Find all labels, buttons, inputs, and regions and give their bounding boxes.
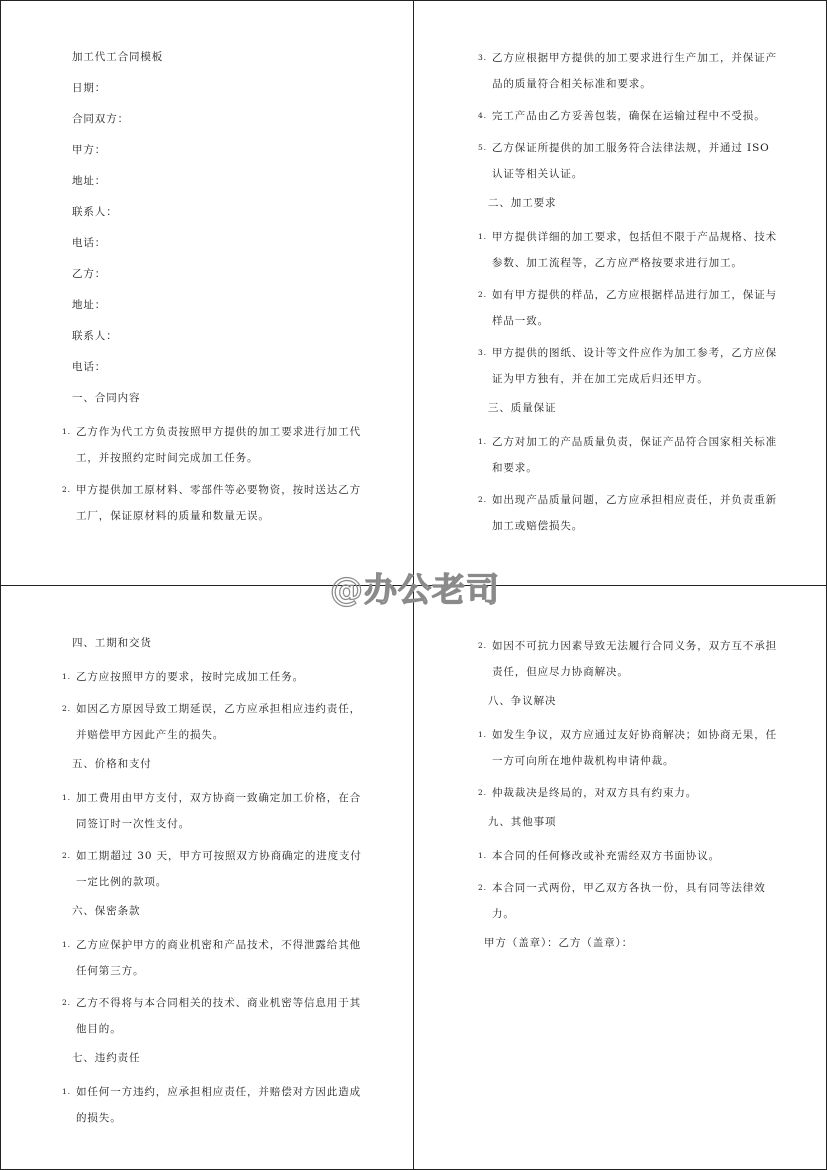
item-number: 1. — [62, 672, 71, 681]
item-text: 甲方提供的图纸、设计等文件应作为加工参考，乙方应保证为甲方独有，并在加工完成后归还甲方。 — [492, 347, 777, 385]
page-bottom-left — [62, 633, 367, 1137]
item-text: 本合同一式两份，甲乙双方各执一份，具有同等法律效力。 — [492, 882, 766, 920]
list-item — [478, 429, 778, 481]
section-heading: 四、工期和交货 — [72, 637, 152, 649]
list-item — [478, 722, 778, 774]
item-number: 4. — [478, 111, 487, 120]
list-item — [478, 340, 778, 392]
item-text: 乙方应保护甲方的商业机密和产品技术，不得泄露给其他任何第三方。 — [76, 939, 361, 977]
item-number: 1. — [62, 940, 71, 949]
party-a-phone-label: 电话： — [72, 237, 107, 249]
list-item — [62, 664, 367, 690]
list-item — [478, 224, 778, 276]
page-bottom-right — [478, 633, 778, 953]
item-text: 本合同的任何修改或补充需经双方书面协议。 — [492, 850, 720, 862]
item-text: 如出现产品质量问题，乙方应承担相应责任，并负责重新加工或赔偿损失。 — [492, 494, 777, 532]
item-text: 如工期超过 30 天，甲方可按照双方协商确定的进度支付一定比例的款项。 — [76, 850, 362, 888]
list-item — [478, 135, 778, 187]
parties-label: 合同双方： — [72, 113, 129, 125]
party-b-contact-label: 联系人： — [72, 330, 118, 342]
item-number: 2. — [478, 290, 487, 299]
list-item — [62, 843, 367, 895]
item-text: 完工产品由乙方妥善包装，确保在运输过程中不受损。 — [492, 110, 766, 122]
item-text: 如任何一方违约，应承担相应责任，并赔偿对方因此造成的损失。 — [76, 1086, 361, 1124]
item-text: 乙方对加工的产品质量负责，保证产品符合国家相关标准和要求。 — [492, 436, 777, 474]
list-item — [62, 1079, 367, 1131]
watermark: @办公老司 — [330, 570, 500, 609]
section-heading: 二、加工要求 — [488, 197, 557, 209]
list-item — [478, 487, 778, 539]
item-text: 乙方保证所提供的加工服务符合法律法规，并通过 ISO 认证等相关认证。 — [492, 142, 770, 180]
list-item — [478, 282, 778, 334]
section-heading: 一、合同内容 — [72, 392, 141, 404]
item-number: 2. — [478, 788, 487, 797]
party-a-label: 甲方： — [72, 144, 107, 156]
section-heading: 七、违约责任 — [72, 1052, 141, 1064]
item-number: 3. — [478, 53, 487, 62]
list-item — [62, 932, 367, 984]
item-text: 甲方提供加工原材料、零部件等必要物资，按时送达乙方工厂，保证原材料的质量和数量无误。 — [76, 484, 361, 522]
list-item — [62, 419, 372, 471]
item-number: 2. — [478, 495, 487, 504]
list-item — [478, 843, 778, 869]
item-text: 乙方应根据甲方提供的加工要求进行生产加工，并保证产品的质量符合相关标准和要求。 — [492, 52, 777, 90]
list-item — [62, 785, 367, 837]
item-text: 甲方提供详细的加工要求，包括但不限于产品规格、技术参数、加工流程等，乙方应严格按要求进行加工。 — [492, 231, 777, 269]
page-top-right — [478, 45, 778, 545]
section-heading: 三、质量保证 — [488, 402, 557, 414]
doc-title: 加工代工合同模板 — [72, 51, 164, 63]
item-text: 乙方应按照甲方的要求，按时完成加工任务。 — [76, 671, 304, 683]
item-number: 2. — [62, 704, 71, 713]
date-field-label: 日期： — [72, 82, 107, 94]
item-number: 3. — [478, 348, 487, 357]
list-item — [478, 633, 778, 685]
list-item — [62, 696, 367, 748]
list-item — [478, 45, 778, 97]
item-number: 2. — [478, 883, 487, 892]
item-number: 1. — [478, 851, 487, 860]
section-heading: 八、争议解决 — [488, 695, 557, 707]
item-number: 2. — [62, 851, 71, 860]
item-number: 1. — [62, 427, 71, 436]
item-text: 如因乙方原因导致工期延误，乙方应承担相应违约责任，并赔偿甲方因此产生的损失。 — [76, 703, 361, 741]
page-top-left — [62, 47, 372, 535]
list-item — [62, 477, 372, 529]
item-text: 如有甲方提供的样品，乙方应根据样品进行加工，保证与样品一致。 — [492, 289, 777, 327]
item-number: 1. — [62, 1087, 71, 1096]
item-text: 乙方不得将与本合同相关的技术、商业机密等信息用于其他目的。 — [76, 997, 361, 1035]
party-a-contact-label: 联系人： — [72, 206, 118, 218]
item-text: 如发生争议，双方应通过友好协商解决；如协商无果，任一方可向所在地仲裁机构申请仲裁。 — [492, 729, 777, 767]
item-text: 仲裁裁决是终局的，对双方具有约束力。 — [492, 787, 698, 799]
item-number: 2. — [62, 998, 71, 1007]
item-text: 如因不可抗力因素导致无法履行合同义务，双方互不承担责任，但应尽力协商解决。 — [492, 640, 777, 678]
party-b-label: 乙方： — [72, 268, 107, 280]
party-b-phone-label: 电话： — [72, 361, 107, 373]
item-text: 乙方作为代工方负责按照甲方提供的加工要求进行加工代工，并按照约定时间完成加工任务。 — [76, 426, 361, 464]
section-heading: 六、保密条款 — [72, 905, 141, 917]
party-a-address-label: 地址： — [72, 175, 107, 187]
list-item — [478, 103, 778, 129]
item-number: 2. — [478, 641, 487, 650]
signature-line: 甲方（盖章）：乙方（盖章）： — [484, 937, 634, 949]
item-number: 1. — [478, 730, 487, 739]
section-heading: 九、其他事项 — [488, 816, 557, 828]
list-item — [478, 875, 778, 927]
item-number: 1. — [62, 793, 71, 802]
item-number: 2. — [62, 485, 71, 494]
list-item — [62, 990, 367, 1042]
party-b-address-label: 地址： — [72, 299, 107, 311]
item-number: 1. — [478, 437, 487, 446]
item-text: 加工费用由甲方支付，双方协商一致确定加工价格，在合同签订时一次性支付。 — [76, 792, 361, 830]
item-number: 1. — [478, 232, 487, 241]
list-item — [478, 780, 778, 806]
item-number: 5. — [478, 143, 487, 152]
section-heading: 五、价格和支付 — [72, 758, 152, 770]
